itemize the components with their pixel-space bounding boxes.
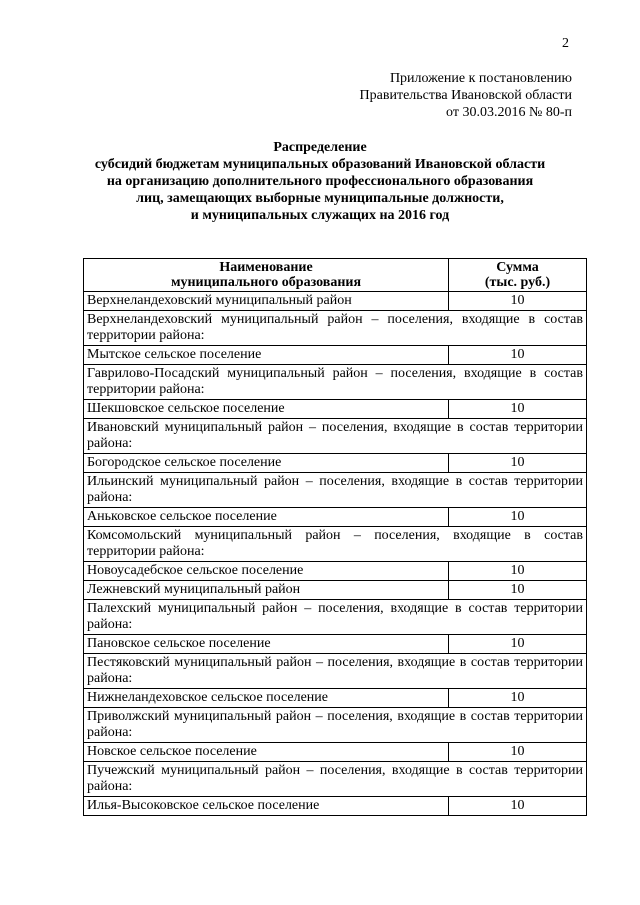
municipality-name-cell: Нижнеландеховское сельское поселение bbox=[84, 689, 449, 708]
municipality-name-cell: Новоусадебское сельское поселение bbox=[84, 562, 449, 581]
table-section-row bbox=[84, 762, 587, 797]
appendix-line: Правительства Ивановской области bbox=[359, 88, 572, 103]
amount-cell: 10 bbox=[449, 400, 587, 419]
title-line: лиц, замещающих выборные муниципальные должности, bbox=[136, 191, 504, 206]
table-section-row bbox=[84, 365, 587, 400]
municipality-name-cell: Шекшовское сельское поселение bbox=[84, 400, 449, 419]
amount-cell: 10 bbox=[449, 292, 587, 311]
section-cell: Палехский муниципальный район – поселения, входящие в состав территории района: bbox=[84, 600, 587, 635]
table-row bbox=[84, 292, 587, 311]
section-cell: Комсомольский муниципальный район – поселения, входящие в состав территории района: bbox=[84, 527, 587, 562]
table-row bbox=[84, 346, 587, 365]
section-cell: Гаврилово-Посадский муниципальный район – поселения, входящие в состав территории района: bbox=[84, 365, 587, 400]
table-section-row bbox=[84, 311, 587, 346]
section-cell: Верхнеландеховский муниципальный район – поселения, входящие в состав территории района: bbox=[84, 311, 587, 346]
title-line: субсидий бюджетам муниципальных образований Ивановской области bbox=[94, 157, 546, 172]
section-cell: Приволжский муниципальный район – поселения, входящие в состав территории района: bbox=[84, 708, 587, 743]
amount-cell: 10 bbox=[449, 797, 587, 816]
table-section-row bbox=[84, 708, 587, 743]
table-row bbox=[84, 689, 587, 708]
title-line: на организацию дополнительного профессионального образования bbox=[106, 174, 534, 189]
table-section-row bbox=[84, 600, 587, 635]
header-amount-line: (тыс. руб.) bbox=[484, 275, 551, 290]
header-amount-line: Сумма bbox=[496, 260, 539, 275]
amount-cell: 10 bbox=[449, 635, 587, 654]
section-cell: Ильинский муниципальный район – поселения, входящие в состав территории района: bbox=[84, 473, 587, 508]
appendix-line: Приложение к постановлению bbox=[389, 71, 572, 86]
header-amount-cell bbox=[449, 259, 587, 292]
table-row bbox=[84, 508, 587, 527]
title-line: Распределение bbox=[273, 140, 367, 155]
header-name-line: Наименование bbox=[219, 260, 313, 275]
table-row bbox=[84, 400, 587, 419]
municipality-name-cell: Лежневский муниципальный район bbox=[84, 581, 449, 600]
municipality-name-cell: Пановское сельское поселение bbox=[84, 635, 449, 654]
amount-cell: 10 bbox=[449, 581, 587, 600]
table-section-row bbox=[84, 654, 587, 689]
appendix-reference bbox=[272, 70, 572, 121]
subsidy-distribution-table bbox=[83, 258, 587, 816]
table-section-row bbox=[84, 473, 587, 508]
table-section-row bbox=[84, 527, 587, 562]
table-header-row bbox=[84, 259, 587, 292]
amount-cell: 10 bbox=[449, 454, 587, 473]
table-row bbox=[84, 743, 587, 762]
appendix-line: от 30.03.2016 № 80-п bbox=[446, 105, 572, 120]
table-row bbox=[84, 797, 587, 816]
title-line: и муниципальных служащих на 2016 год bbox=[190, 208, 450, 223]
table-row bbox=[84, 635, 587, 654]
header-name-line: муниципального образования bbox=[170, 275, 362, 290]
municipality-name-cell: Илья-Высоковское сельское поселение bbox=[84, 797, 449, 816]
municipality-name-cell: Верхнеландеховский муниципальный район bbox=[84, 292, 449, 311]
table-section-row bbox=[84, 419, 587, 454]
section-cell: Пестяковский муниципальный район – поселения, входящие в состав территории района: bbox=[84, 654, 587, 689]
municipality-name-cell: Аньковское сельское поселение bbox=[84, 508, 449, 527]
table-row bbox=[84, 581, 587, 600]
amount-cell: 10 bbox=[449, 689, 587, 708]
amount-cell: 10 bbox=[449, 346, 587, 365]
amount-cell: 10 bbox=[449, 508, 587, 527]
section-cell: Ивановский муниципальный район – поселения, входящие в состав территории района: bbox=[84, 419, 587, 454]
table-row bbox=[84, 562, 587, 581]
page-number: 2 bbox=[562, 36, 569, 51]
document-title bbox=[60, 139, 580, 224]
table-body bbox=[84, 259, 587, 816]
municipality-name-cell: Мытское сельское поселение bbox=[84, 346, 449, 365]
section-cell: Пучежский муниципальный район – поселения, входящие в состав территории района: bbox=[84, 762, 587, 797]
municipality-name-cell: Новское сельское поселение bbox=[84, 743, 449, 762]
amount-cell: 10 bbox=[449, 743, 587, 762]
header-name-cell bbox=[84, 259, 449, 292]
municipality-name-cell: Богородское сельское поселение bbox=[84, 454, 449, 473]
amount-cell: 10 bbox=[449, 562, 587, 581]
table-row bbox=[84, 454, 587, 473]
